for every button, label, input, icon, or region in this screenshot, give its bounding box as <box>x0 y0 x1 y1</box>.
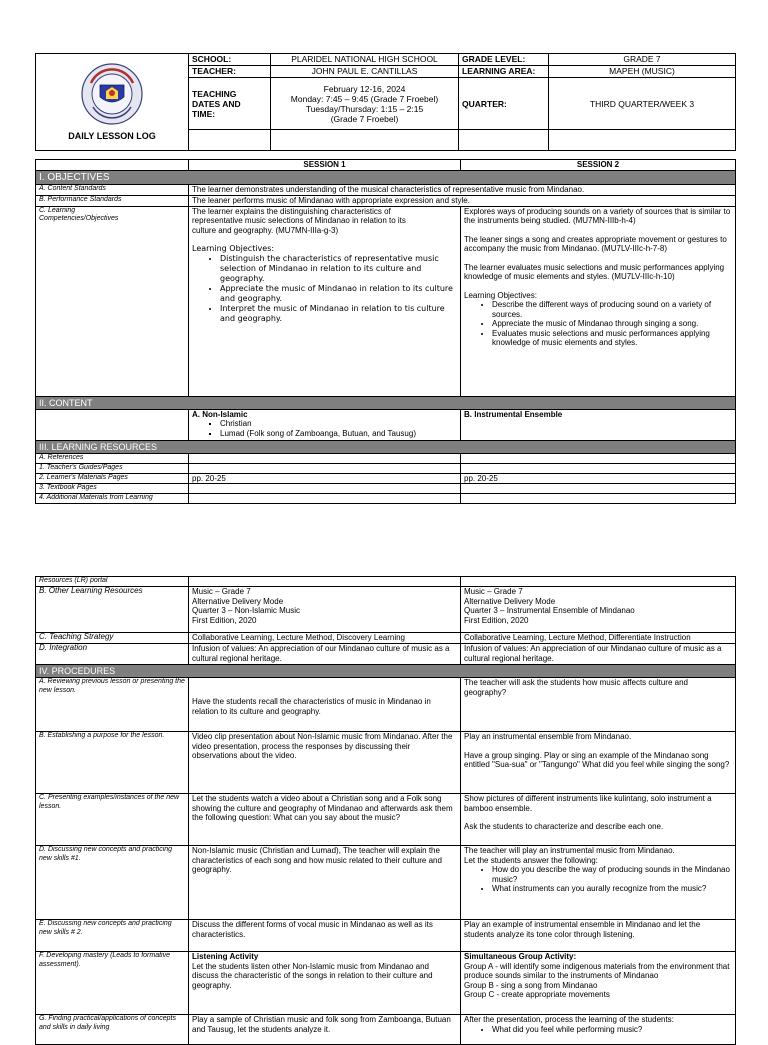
procedure-text: Let the students listen other Non-Islamic music from Mindanao and discuss the characteristic of the songs in relation to their culture and geography. <box>192 961 433 990</box>
lesson-table-page-2 <box>35 576 736 1045</box>
list-item: • Appreciate the music of Mindanao in relation to its culture and geography. <box>220 284 457 304</box>
procedure-a-label: A. Reviewing previous lesson or presenting the new lesson. <box>36 678 189 732</box>
learning-objectives-list <box>464 300 732 348</box>
procedure-e-s2: Play an example of instrumental ensemble in Mindanao and let the students analyze its tone color through listening. <box>461 920 736 952</box>
procedure-text: Ask the students to characterize and describe each one. <box>464 822 664 831</box>
blank-cell <box>189 453 461 463</box>
competency-paragraph: Explores ways of producing sounds on a variety of sources that is similar to the instruments being studied. (MU7MN-IIIb-h-4) <box>464 206 731 225</box>
procedure-d-s2 <box>461 846 736 920</box>
blank-cell <box>189 494 461 504</box>
dates-line: (Grade 7 Froebel) <box>330 113 399 124</box>
teachers-guide-label: 1. Teacher's Guides/Pages <box>36 463 189 473</box>
learning-area-value: MAPEH (MUSIC) <box>549 66 736 78</box>
list-item: • How do you describe the way of producing sounds in the Mindanao music? <box>492 865 732 884</box>
competencies-label <box>36 206 189 396</box>
blank-cell <box>459 130 549 151</box>
references-label: A. References <box>36 453 189 463</box>
content-heading: A. Non-Islamic <box>192 409 248 419</box>
blank-cell <box>189 484 461 494</box>
content-standards-label: A. Content Standards <box>36 184 189 195</box>
dates-label-line: DATES AND <box>192 98 241 109</box>
list-item: • Appreciate the music of Mindanao through singing a song. <box>492 319 732 329</box>
resource-line: Quarter 3 – Non-Islamic Music <box>192 606 301 615</box>
procedure-text: Play an instrumental ensemble from Mindanao. <box>464 732 632 741</box>
other-resources-s2 <box>461 587 736 633</box>
integration-s1: Infusion of values: An appreciation of our Mindanao culture of music as a cultural regional heritage. <box>189 644 461 665</box>
procedure-d-s1: Non-Islamic music (Christian and Lumad), The teacher will explain the characteristics of each song and how music related to their culture and geography. <box>189 846 461 920</box>
blank-cell <box>271 130 459 151</box>
procedure-e-s1: Discuss the different forms of vocal music in Mindanao as well as its characteristics. <box>189 920 461 952</box>
resources-section-title: III. LEARNING RESOURCES <box>36 440 736 453</box>
procedure-b-s2 <box>461 732 736 794</box>
dates-label-line: TEACHING <box>192 88 237 99</box>
procedure-heading: Simultaneous Group Activity: <box>464 952 577 961</box>
dates-line: February 12-16, 2024 <box>323 83 406 94</box>
grade-level-value: GRADE 7 <box>549 54 736 66</box>
blank-cell <box>461 494 736 504</box>
teacher-value: JOHN PAUL E. CANTILLAS <box>271 66 459 78</box>
teacher-label: TEACHER: <box>189 66 271 78</box>
additional-materials-label-cont: Resources (LR) portal <box>36 577 189 587</box>
procedure-f-s1 <box>189 952 461 1015</box>
list-item: • Interpret the music of Mindanao in relation to tis culture and geography. <box>220 304 457 324</box>
list-item: ▪ Christian <box>220 419 457 429</box>
procedure-g-s2 <box>461 1015 736 1045</box>
procedure-text: After the presentation, process the learning of the students: <box>464 1015 674 1024</box>
learners-materials-s2: pp. 20-25 <box>461 473 736 484</box>
procedure-text: Let the students answer the following: <box>464 855 598 865</box>
procedure-b-s1: Video clip presentation about Non-Islamic music from Mindanao. After the video presentation, process the responses by discussing their observations about the video. <box>189 732 461 794</box>
objectives-section-title: I. OBJECTIVES <box>36 170 736 184</box>
blank-cell <box>461 453 736 463</box>
integration-s2: Infusion of values: An appreciation of our Mindanao culture of music as a cultural regional heritage. <box>461 644 736 665</box>
additional-materials-label: 4. Additional Materials from Learning <box>36 494 189 504</box>
list-item: • Evaluates music selections and music performances applying knowledge of music elements and styles. <box>492 329 732 348</box>
textbook-pages-label: 3. Textbook Pages <box>36 484 189 494</box>
procedure-g-label: G. Finding practical/applications of concepts and skills in daily living <box>36 1015 189 1045</box>
competencies-label-line: C. Learning <box>39 206 76 214</box>
procedure-text: The teacher will play an instrumental music from Mindanao. <box>464 846 675 855</box>
procedure-f-label: F. Developing mastery (Leads to formative assessment). <box>36 952 189 1015</box>
procedure-f-s2 <box>461 952 736 1015</box>
procedure-c-label: C. Presenting examples/instances of the new lesson. <box>36 794 189 846</box>
resource-line: Alternative Delivery Mode <box>192 596 284 606</box>
competencies-session-1 <box>189 206 461 396</box>
procedure-d-label: D. Discussing new concepts and practicing new skills #1. <box>36 846 189 920</box>
procedure-e-label: E. Discussing new concepts and practicing new skills # 2. <box>36 920 189 952</box>
blank-cell <box>189 130 271 151</box>
procedure-c-s2 <box>461 794 736 846</box>
dates-label <box>189 78 271 130</box>
competencies-label-line: Competencies/Objectives <box>39 215 119 222</box>
quarter-label: QUARTER: <box>459 78 549 130</box>
resource-line: First Edition, 2020 <box>192 615 257 625</box>
daily-lesson-log-title: DAILY LESSON LOG <box>68 131 156 141</box>
procedure-list <box>464 1025 732 1035</box>
lesson-table-page-1 <box>35 159 736 504</box>
blank-cell <box>461 484 736 494</box>
integration-label: D. Integration <box>36 644 189 665</box>
dates-value <box>271 78 459 130</box>
other-resources-label: B. Other Learning Resources <box>36 587 189 633</box>
session-1-header: SESSION 1 <box>189 160 461 171</box>
procedures-section-title: IV. PROCEDURES <box>36 665 736 678</box>
dates-line: Tuesday/Thursday: 1:15 – 2:15 <box>305 103 424 114</box>
procedure-c-s1: Let the students watch a video about a Christian song and a Folk song showing the culture and geography of Mindanao and afterwards ask them the following question: What can you say about the music? <box>189 794 461 846</box>
blank-cell <box>461 577 736 587</box>
competency-line: The learner explains the distinguishing characteristics of <box>192 206 391 216</box>
resource-line: Music – Grade 7 <box>192 587 251 596</box>
content-session-2 <box>461 409 736 440</box>
list-item: ▪ Lumad (Folk song of Zamboanga, Butuan, and Tausug) <box>220 429 457 439</box>
school-label: SCHOOL: <box>189 54 271 66</box>
other-resources-s1 <box>189 587 461 633</box>
procedure-heading: Listening Activity <box>192 952 259 961</box>
session-2-header: SESSION 2 <box>461 160 736 171</box>
blank-cell <box>36 160 189 171</box>
resource-line: Alternative Delivery Mode <box>464 596 556 606</box>
performance-standards-label: B. Performance Standards <box>36 195 189 206</box>
procedure-text: Group C - create appropriate movements <box>464 990 610 999</box>
list-item: • Describe the different ways of producing sound on a variety of sources. <box>492 300 732 319</box>
blank-cell <box>549 130 736 151</box>
deped-seal-icon <box>81 63 143 125</box>
quarter-value: THIRD QUARTER/WEEK 3 <box>549 78 736 130</box>
procedure-text: Have the students recall the characteristics of music in Mindanao in relation to its culture and geography. <box>192 697 431 716</box>
learners-materials-s1: pp. 20-25 <box>189 473 461 484</box>
blank-cell <box>189 577 461 587</box>
performance-standards-value: The leaner performs music of Mindanao with appropriate expression and style. <box>189 195 736 206</box>
competency-paragraph: The learner evaluates music selections and music performances applying knowledge of music elements and styles. (MU7LV-IIIc-h-10) <box>464 262 725 281</box>
teaching-strategy-s1: Collaborative Learning, Lecture Method, Discovery Learning <box>189 633 461 644</box>
blank-cell <box>36 409 189 440</box>
learning-area-label: LEARNING AREA: <box>459 66 549 78</box>
school-value: PLARIDEL NATIONAL HIGH SCHOOL <box>271 54 459 66</box>
learning-objectives-title: Learning Objectives: <box>464 290 537 300</box>
grade-level-label: GRADE LEVEL: <box>459 54 549 66</box>
blank-cell <box>189 463 461 473</box>
resource-line: Quarter 3 – Instrumental Ensemble of Mindanao <box>464 606 635 615</box>
competency-line: representative music selections of Mindanao in relation to its <box>192 216 406 225</box>
procedure-a-s2: The teacher will ask the students how music affects culture and geography? <box>461 678 736 732</box>
list-item: • Distinguish the characteristics of representative music selection of Mindanao in relation to its culture and geography. <box>220 254 457 284</box>
learners-materials-label: 2. Learner's Materials Pages <box>36 473 189 484</box>
content-list <box>192 419 457 438</box>
competency-paragraph: The leaner sings a song and creates appropriate movement or gestures to accompany the music from Mindanao. (MU7LV-IIIc-h-7-8) <box>464 234 727 253</box>
procedure-list <box>464 865 732 894</box>
dates-line: Monday: 7:45 – 9:45 (Grade 7 Froebel) <box>290 93 439 104</box>
content-heading: B. Instrumental Ensemble <box>464 409 563 419</box>
list-item: • What did you feel while performing music? <box>492 1025 732 1035</box>
list-item: • What instruments can you aurally recognize from the music? <box>492 884 732 894</box>
content-section-title: II. CONTENT <box>36 396 736 409</box>
dates-label-line: TIME: <box>192 108 216 119</box>
resource-line: Music – Grade 7 <box>464 587 523 596</box>
logo-cell <box>36 54 189 151</box>
procedure-text: Have a group singing. Play or sing an example of the Mindanao song entitled "Sua-sua" or "Tangungo" What did you feel while singing the song? <box>464 750 730 769</box>
content-session-1 <box>189 409 461 440</box>
content-standards-value: The learner demonstrates understanding of the musical characteristics of representative music from Mindanao. <box>189 184 736 195</box>
resource-line: First Edition, 2020 <box>464 615 529 625</box>
competency-line: culture and geography. (MU7MN-IIIa-g-3) <box>192 225 339 235</box>
procedure-text: Show pictures of different instruments like kulintang, solo instrument a bamboo ensemble. <box>464 794 712 813</box>
competencies-session-2 <box>461 206 736 396</box>
blank-cell <box>461 463 736 473</box>
header-table <box>35 53 736 151</box>
procedure-text: Group B - sing a song from Mindanao <box>464 980 598 990</box>
teaching-strategy-label: C. Teaching Strategy <box>36 633 189 644</box>
procedure-text: Group A - will identify some indigenous materials from the environment that produce sounds similar to the instruments of Mindanao <box>464 961 730 980</box>
procedure-g-s1: Play a sample of Christian music and folk song from Zamboanga, Butuan and Tausug, let the students analyze it. <box>189 1015 461 1045</box>
procedure-a-s1 <box>189 678 461 732</box>
teaching-strategy-s2: Collaborative Learning, Lecture Method, Differentiate Instruction <box>461 633 736 644</box>
learning-objectives-title: Learning Objectives: <box>192 244 275 253</box>
procedure-b-label: B. Establishing a purpose for the lesson. <box>36 732 189 794</box>
learning-objectives-list <box>192 254 457 324</box>
